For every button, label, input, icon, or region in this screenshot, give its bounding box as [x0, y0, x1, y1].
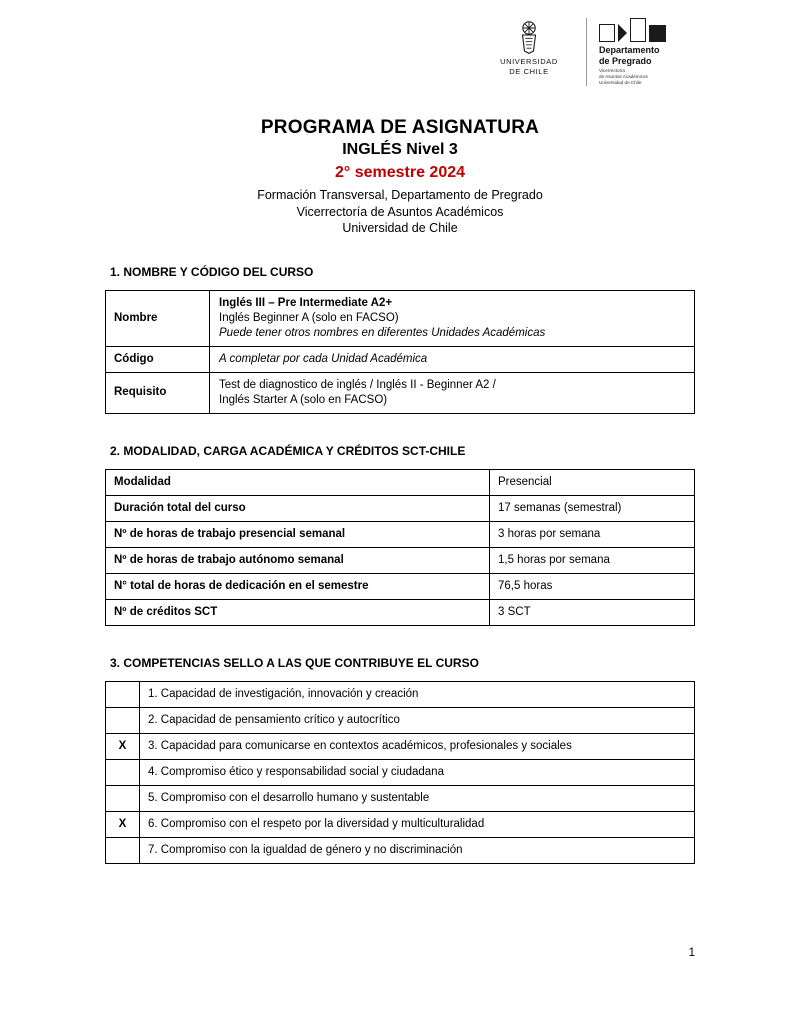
course-title: INGLÉS Nivel 3	[342, 141, 458, 158]
page-number: 1	[688, 947, 695, 959]
course-name-table	[105, 290, 695, 414]
row-label-codigo: Código	[106, 346, 210, 372]
table-row	[106, 599, 695, 625]
semester-label: 2° semestre 2024	[334, 164, 466, 181]
logo-filled-square-icon	[649, 25, 666, 42]
table-row	[106, 707, 695, 733]
row-value-duracion: 17 semanas (semestral)	[490, 495, 695, 521]
row-value-nombre	[210, 290, 695, 346]
competencia-mark-1	[106, 681, 140, 707]
competencia-item-4: 4. Compromiso ético y responsabilidad social y ciudadana	[140, 759, 695, 785]
competencia-item-5: 5. Compromiso con el desarrollo humano y sustentable	[140, 785, 695, 811]
page-title: PROGRAMA DE ASIGNATURA	[260, 117, 540, 138]
table-row	[106, 547, 695, 573]
university-logo-line2: DE CHILE	[509, 66, 549, 76]
university-logo-text	[500, 57, 558, 76]
competencia-mark-7	[106, 837, 140, 863]
table-row	[106, 733, 695, 759]
course-name-note: Puede tener otros nombres en diferentes Unidades Académicas	[219, 326, 546, 339]
university-logo-line1: UNIVERSIDAD	[500, 57, 558, 66]
table-row	[106, 837, 695, 863]
department-title-line2: de Pregrado	[599, 55, 652, 66]
competencia-item-2: 2. Capacidad de pensamiento crítico y autocrítico	[140, 707, 695, 733]
competencia-mark-4	[106, 759, 140, 785]
row-value-total-horas: 76,5 horas	[490, 573, 695, 599]
section-2-heading: 2. MODALIDAD, CARGA ACADÉMICA Y CRÉDITOS SCT-CHILE	[110, 443, 466, 458]
row-value-codigo: A completar por cada Unidad Académica	[210, 346, 695, 372]
row-label-creditos: Nº de créditos SCT	[106, 599, 490, 625]
university-crest-icon	[514, 20, 544, 54]
table-row	[106, 811, 695, 837]
row-label-total-horas: N° total de horas de dedicación en el semestre	[106, 573, 490, 599]
organization-block	[105, 187, 695, 237]
table-row	[106, 495, 695, 521]
row-value-horas-presencial: 3 horas por semana	[490, 521, 695, 547]
row-value-horas-autonomo: 1,5 horas por semana	[490, 547, 695, 573]
section-1-heading: 1. NOMBRE Y CÓDIGO DEL CURSO	[110, 264, 314, 279]
course-name-secondary: Inglés Beginner A (solo en FACSO)	[219, 311, 399, 324]
table-row	[106, 521, 695, 547]
competencia-item-3: 3. Capacidad para comunicarse en contextos académicos, profesionales y sociales	[140, 733, 695, 759]
organization-line1: Formación Transversal, Departamento de Pregrado	[257, 188, 543, 202]
organization-line2: Vicerrectoría de Asuntos Académicos	[296, 204, 504, 219]
competencia-mark-3: X	[106, 733, 140, 759]
table-row	[106, 785, 695, 811]
row-value-requisito	[210, 372, 695, 413]
row-value-modalidad: Presencial	[490, 469, 695, 495]
department-title	[599, 45, 695, 66]
row-label-duracion: Duración total del curso	[106, 495, 490, 521]
row-label-requisito: Requisito	[106, 372, 210, 413]
competencia-mark-2	[106, 707, 140, 733]
competencia-item-1: 1. Capacidad de investigación, innovación y creación	[140, 681, 695, 707]
modalidad-table	[105, 469, 695, 626]
department-subtitle-line3: Universidad de Chile	[599, 80, 642, 85]
competencia-item-7: 7. Compromiso con la igualdad de género y no discriminación	[140, 837, 695, 863]
table-row	[106, 759, 695, 785]
section-3-heading: 3. COMPETENCIAS SELLO A LAS QUE CONTRIBUYE EL CURSO	[110, 655, 479, 670]
row-value-creditos: 3 SCT	[490, 599, 695, 625]
logo-square-icon	[599, 24, 615, 42]
table-row	[106, 290, 695, 346]
requisito-line2: Inglés Starter A (solo en FACSO)	[219, 393, 388, 406]
competencias-table	[105, 681, 695, 864]
table-row	[106, 681, 695, 707]
competencia-item-6: 6. Compromiso con el respeto por la diversidad y multiculturalidad	[140, 811, 695, 837]
course-name-primary: Inglés III – Pre Intermediate A2+	[219, 296, 393, 309]
competencia-mark-6: X	[106, 811, 140, 837]
organization-line3: Universidad de Chile	[342, 221, 458, 235]
table-row	[106, 573, 695, 599]
competencia-mark-5	[106, 785, 140, 811]
table-row	[106, 346, 695, 372]
department-logo-mark-icon	[599, 18, 695, 42]
logo-triangle-icon	[618, 24, 627, 42]
logo-rect-icon	[630, 18, 646, 42]
department-subtitle-line2: de Asuntos Académicos	[599, 74, 648, 79]
universidad-de-chile-logo	[486, 18, 572, 76]
requisito-line1: Test de diagnostico de inglés / Inglés II - Beginner A2 /	[219, 378, 496, 391]
department-subtitle-line1: Vicerrectoría	[599, 68, 625, 73]
row-label-horas-autonomo: Nº de horas de trabajo autónomo semanal	[106, 547, 490, 573]
department-title-line1: Departamento	[599, 45, 660, 55]
departamento-de-pregrado-logo	[586, 18, 695, 86]
row-label-horas-presencial: Nº de horas de trabajo presencial semanal	[106, 521, 490, 547]
document-title-block	[105, 116, 695, 237]
row-label-nombre: Nombre	[106, 290, 210, 346]
table-row	[106, 469, 695, 495]
department-subtitle	[599, 68, 695, 86]
header-logos	[105, 18, 695, 90]
table-row	[106, 372, 695, 413]
row-label-modalidad: Modalidad	[106, 469, 490, 495]
